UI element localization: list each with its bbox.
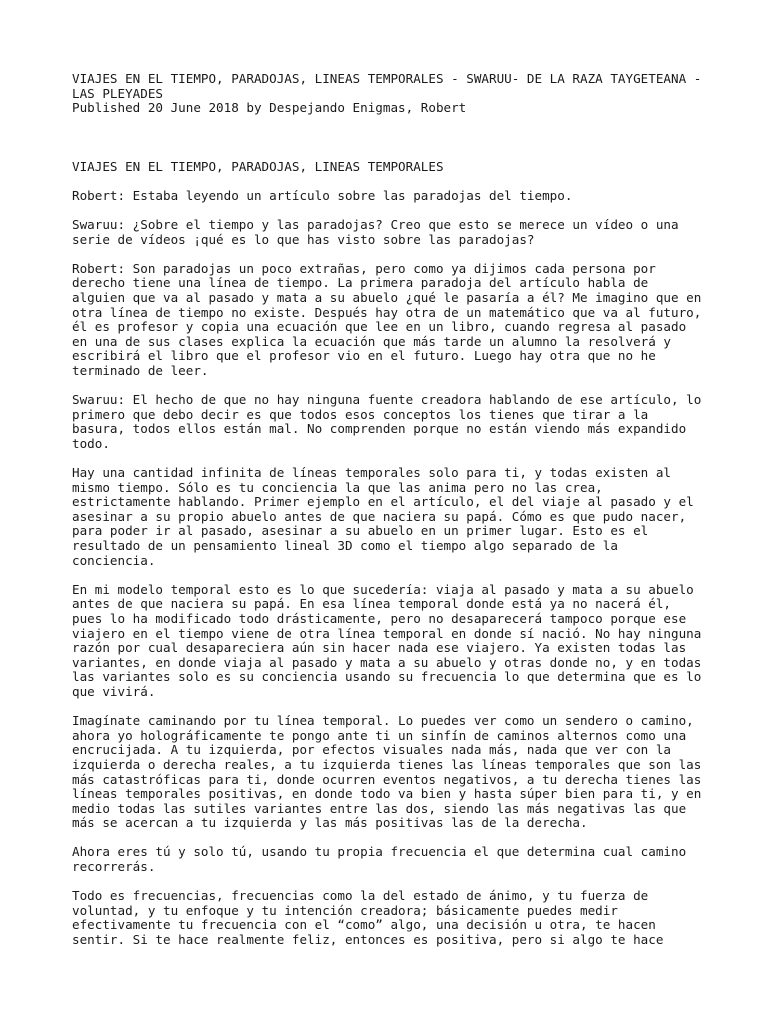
paragraph [72,583,704,700]
text-line: Robert: Estaba leyendo un artículo sobre las paradojas del tiempo. [72,187,573,203]
header-title-line: LAS PLEYADES [72,85,163,101]
text-line: variantes, en donde viaja al pasado y mata a su abuelo y otras donde no, y en todas [72,654,702,670]
text-line: más se acercan a tu izquierda y las más positivas las de la derecha. [72,815,588,831]
text-line: ahora yo holográficamente te pongo ante ti un sinfín de caminos alternos como una [72,727,687,743]
paragraph [72,393,704,451]
paragraph [72,714,704,831]
paragraph [72,889,704,947]
paragraph [72,262,704,379]
text-line: en una de sus clases explica la ecuación que más tarde un alumno la resolverá y [72,333,671,349]
document-header [72,72,704,116]
text-line: más catastróficas para ti, donde ocurren eventos negativos, a tu derecha tienes las [72,771,702,787]
text-line: estrictamente hablando. Primer ejemplo en el artículo, el del viaje al pasado y el [72,494,694,510]
text-line: primero que debo decir es que todos esos conceptos los tienes que tirar a la [72,406,649,422]
text-line: para poder ir al pasado, asesinar a su abuelo en un primer lugar. Esto es el [72,523,649,539]
text-line: viajero en el tiempo viene de otra línea temporal en donde sí nació. No hay ninguna [72,625,702,641]
text-line: razón por cual desapareciera aún sin hacer nada ese viajero. Ya existen todas las [72,640,687,656]
paragraph [72,845,704,874]
text-line: las variantes solo es su conciencia usando su frecuencia lo que determina que es lo [72,669,702,685]
text-line: efectivamente tu frecuencia con el “como” algo, una decisión u otra, te hacen [72,917,656,933]
document-page [72,72,704,962]
text-line: Swaruu: ¿Sobre el tiempo y las paradojas? Creo que esto se merece un vídeo o una [72,216,679,232]
text-line: asesinar a su propio abuelo antes de que naciera su papá. Cómo es que pudo nacer, [72,508,687,524]
text-line: En mi modelo temporal esto es lo que sucedería: viaja al pasado y mata a su abuelo [72,581,694,597]
text-line: pues lo ha modificado todo drásticamente, pero no desaparecerá tampoco porque ese [72,610,687,626]
text-line: otra línea de tiempo no existe. Después hay otra de un matemático que va al futuro, [72,304,702,320]
paragraph [72,218,704,247]
text-line: conciencia. [72,552,156,568]
text-line: terminado de leer. [72,362,209,378]
text-line: líneas temporales positivas, en donde todo va bien y hasta súper bien para ti, y en [72,786,702,802]
text-line: basura, todos ellos están mal. No comprenden porque no están viendo más expandido [72,421,687,437]
paragraph [72,466,704,568]
text-line: Hay una cantidad infinita de líneas temporales solo para ti, y todas existen al [72,465,671,481]
text-line: VIAJES EN EL TIEMPO, PARADOJAS, LINEAS TEMPORALES [72,158,444,174]
text-line: resultado de un pensamiento lineal 3D como el tiempo algo separado de la [72,538,618,554]
text-line: serie de vídeos ¡qué es lo que has visto sobre las paradojas? [72,231,535,247]
text-line: escribirá el libro que el profesor vio en el futuro. Luego hay otra que no he [72,348,656,364]
text-line: mismo tiempo. Sólo es tu conciencia la que las anima pero no las crea, [72,479,603,495]
text-line: Todo es frecuencias, frecuencias como la del estado de ánimo, y tu fuerza de [72,888,649,904]
header-title-line: VIAJES EN EL TIEMPO, PARADOJAS, LINEAS TEMPORALES - SWARUU- DE LA RAZA TAYGETEANA - [72,71,702,86]
text-line: alguien que va al pasado y mata a su abuelo ¿qué le pasaría a él? Me imagino que en [72,289,702,305]
text-line: voluntad, y tu enfoque y tu intención creadora; básicamente puedes medir [72,902,618,918]
text-line: derecho tiene una línea de tiempo. La primera paradoja del artículo habla de [72,275,649,291]
header-published-line: Published 20 June 2018 by Despejando Enigmas, Robert [72,100,467,116]
text-line: él es profesor y copia una ecuación que lee en un libro, cuando regresa al pasado [72,319,687,335]
text-line: sentir. Si te hace realmente feliz, entonces es positiva, pero si algo te hace [72,932,664,948]
document-body [72,160,704,948]
text-line: medio todas las sutiles variantes entre las dos, siendo las más negativas las que [72,800,687,816]
text-line: antes de que naciera su papá. En esa línea temporal donde está ya no nacerá él, [72,596,671,612]
paragraph [72,189,704,204]
text-line: recorrerás. [72,859,156,875]
text-line: Robert: Son paradojas un poco extrañas, pero como ya dijimos cada persona por [72,260,656,276]
text-line: todo. [72,435,110,451]
text-line: Imagínate caminando por tu línea temporal. Lo puedes ver como un sendero o camino, [72,713,694,729]
text-line: encrucijada. A tu izquierda, por efectos visuales nada más, nada que ver con la [72,742,671,758]
text-line: Ahora eres tú y solo tú, usando tu propia frecuencia el que determina cual camino [72,844,687,860]
text-line: que vivirá. [72,683,156,699]
paragraph [72,160,704,175]
text-line: izquierda o derecha reales, a tu izquierda tienes las líneas temporales que son las [72,756,702,772]
text-line: Swaruu: El hecho de que no hay ninguna fuente creadora hablando de ese artículo, lo [72,392,702,408]
